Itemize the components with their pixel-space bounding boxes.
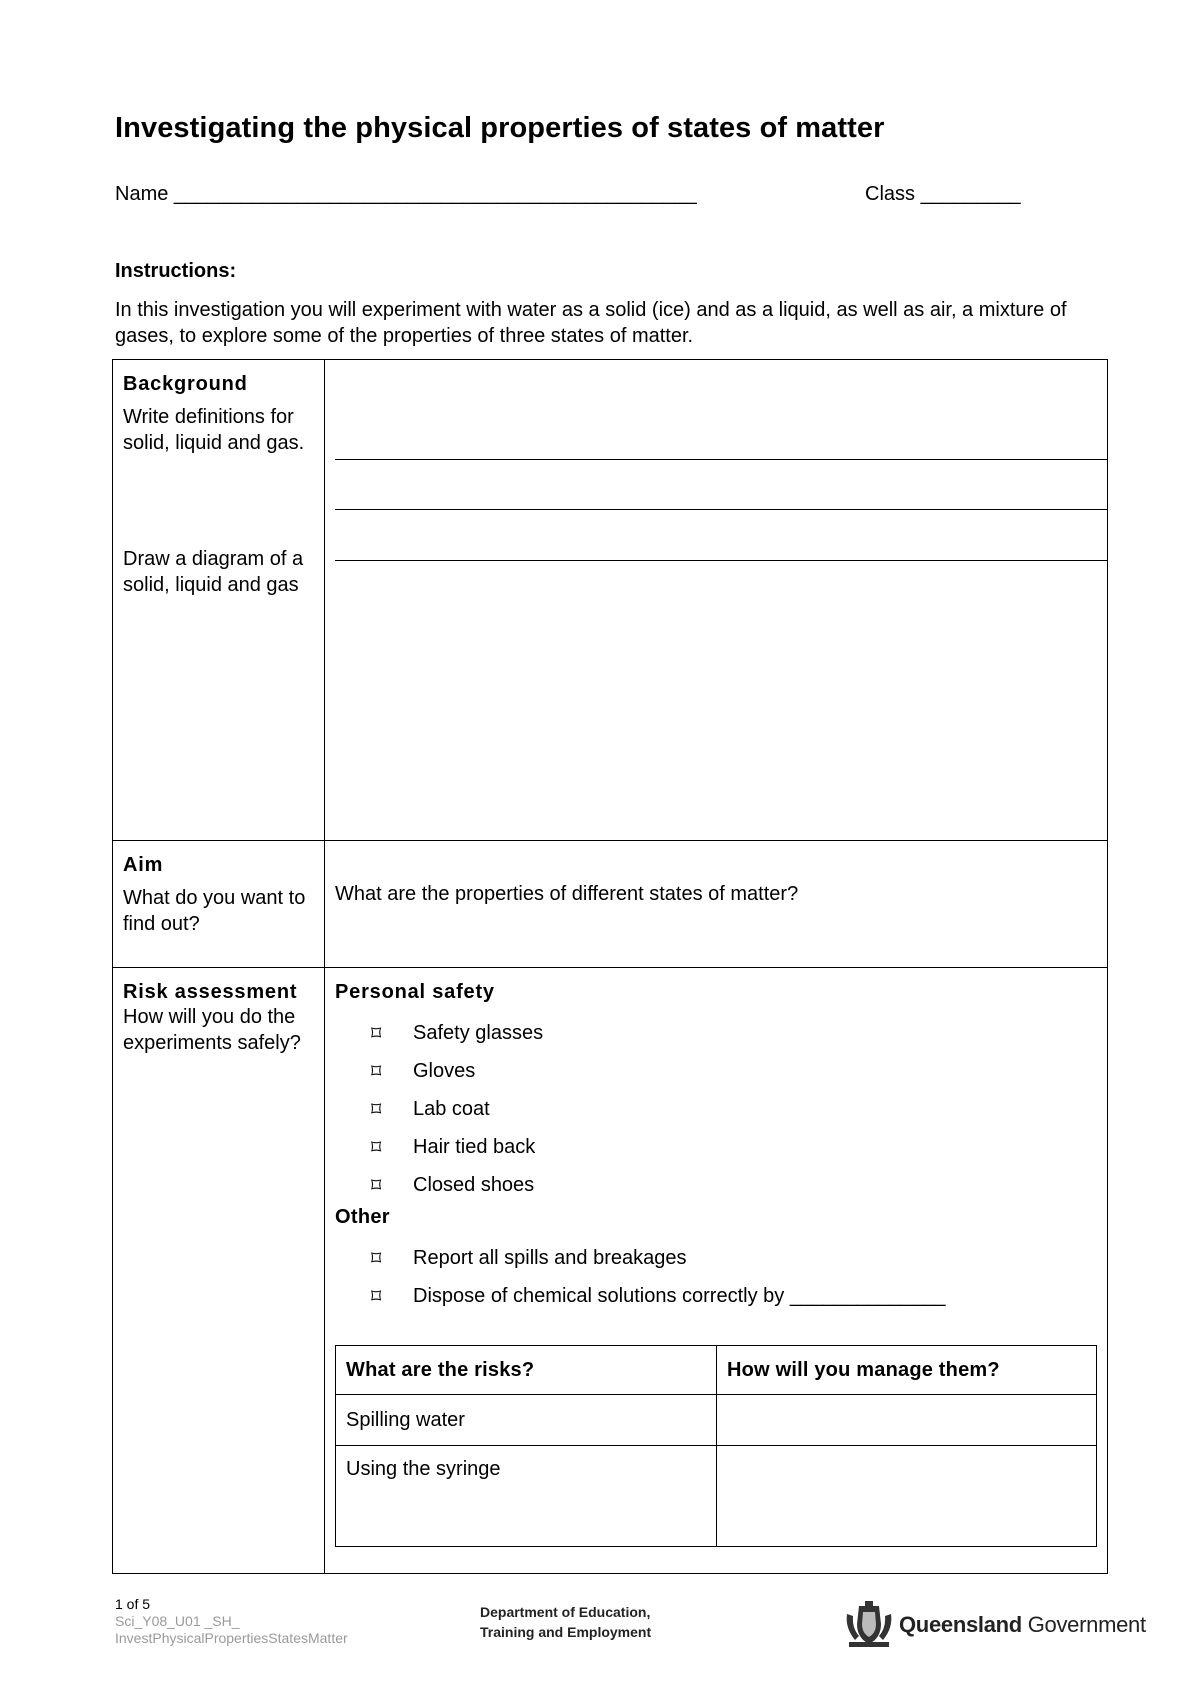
aim-answer-cell: [325, 841, 1108, 968]
background-label-cell: [113, 360, 325, 841]
risk-table: [335, 1345, 1097, 1547]
name-field[interactable]: Name _______________________________________________: [115, 183, 697, 205]
checkbox-square-icon[interactable]: ⌑: [371, 1284, 382, 1308]
risk-cell: Spilling water: [336, 1395, 717, 1446]
risk-label: Risk assessment: [123, 981, 298, 1003]
other-item-label: Dispose of chemical solutions correctly by ______________: [413, 1284, 946, 1307]
department-line-2: Training and Employment: [480, 1624, 652, 1640]
government-word: Government: [1027, 1612, 1146, 1637]
definition-line-3: [335, 560, 1107, 561]
personal-item[interactable]: [371, 1166, 1097, 1204]
background-answer-cell[interactable]: [325, 360, 1108, 841]
risk-label-cell: [113, 968, 325, 1574]
aim-prompt: What do you want to find out?: [123, 887, 306, 935]
instructions-text: In this investigation you will experiment with water as a solid (ice) and as a liquid, as well as air, a mixture of gases, to explore some of the properties of three states of matter.: [115, 299, 1067, 347]
background-label: Background: [123, 373, 248, 395]
risk-row: [113, 968, 1108, 1574]
table-row: [336, 1395, 1097, 1446]
other-heading: Other: [335, 1206, 390, 1228]
checkbox-square-icon[interactable]: ⌑: [371, 1097, 382, 1121]
personal-item-label: Closed shoes: [413, 1173, 535, 1196]
checkbox-square-icon[interactable]: ⌑: [371, 1059, 382, 1083]
other-item[interactable]: [371, 1239, 1097, 1277]
checkbox-square-icon[interactable]: ⌑: [371, 1246, 382, 1270]
definition-line-2: [335, 509, 1107, 510]
aim-question: What are the properties of different states of matter?: [335, 883, 799, 905]
checkbox-square-icon[interactable]: ⌑: [371, 1173, 382, 1197]
risk-column-header: What are the risks?: [336, 1346, 717, 1395]
document-code-line-1: Sci_Y08_U01 _SH_: [115, 1613, 240, 1629]
aim-row: [113, 841, 1108, 968]
checkbox-square-icon[interactable]: ⌑: [371, 1021, 382, 1045]
aim-label-cell: [113, 841, 325, 968]
class-field[interactable]: Class _________: [865, 183, 1021, 205]
queensland-government-logo: [843, 1600, 1146, 1650]
page-title: Investigating the physical properties of states of matter: [115, 112, 885, 144]
table-row: [336, 1446, 1097, 1547]
other-item[interactable]: [371, 1277, 1097, 1315]
personal-item-label: Safety glasses: [413, 1021, 544, 1044]
personal-item-label: Hair tied back: [413, 1135, 536, 1158]
risk-table-header: [336, 1346, 1097, 1395]
queensland-word: Queensland: [899, 1612, 1022, 1637]
page-number: 1 of 5: [115, 1596, 151, 1612]
risk-prompt: How will you do the experiments safely?: [123, 1006, 301, 1054]
definitions-prompt: Write definitions for solid, liquid and gas.: [123, 406, 305, 454]
manage-cell[interactable]: [717, 1395, 1097, 1446]
manage-column-header: How will you manage them?: [717, 1346, 1097, 1395]
risk-content-cell: [325, 968, 1108, 1574]
aim-label: Aim: [123, 854, 164, 876]
checkbox-square-icon[interactable]: ⌑: [371, 1135, 382, 1159]
diagram-prompt: Draw a diagram of a solid, liquid and gas: [123, 548, 304, 596]
crest-icon: [843, 1600, 895, 1650]
footer-info: [115, 1596, 348, 1647]
personal-item-label: Gloves: [413, 1059, 476, 1082]
risk-cell: Using the syringe: [336, 1446, 717, 1547]
other-item-label: Report all spills and breakages: [413, 1246, 687, 1269]
background-row: [113, 360, 1108, 841]
personal-item[interactable]: [371, 1014, 1097, 1052]
personal-item[interactable]: [371, 1052, 1097, 1090]
department-logo-text: [480, 1602, 651, 1642]
department-line-1: Department of Education,: [480, 1604, 651, 1620]
document-code-line-2: InvestPhysicalPropertiesStatesMatter: [115, 1630, 348, 1646]
instructions-heading: Instructions:: [115, 260, 237, 282]
personal-safety-heading: Personal safety: [335, 981, 495, 1003]
definition-line-1: [335, 459, 1107, 460]
personal-item[interactable]: [371, 1128, 1097, 1166]
personal-item[interactable]: [371, 1090, 1097, 1128]
manage-cell[interactable]: [717, 1446, 1097, 1547]
worksheet-table: [112, 359, 1108, 1574]
personal-item-label: Lab coat: [413, 1097, 490, 1120]
